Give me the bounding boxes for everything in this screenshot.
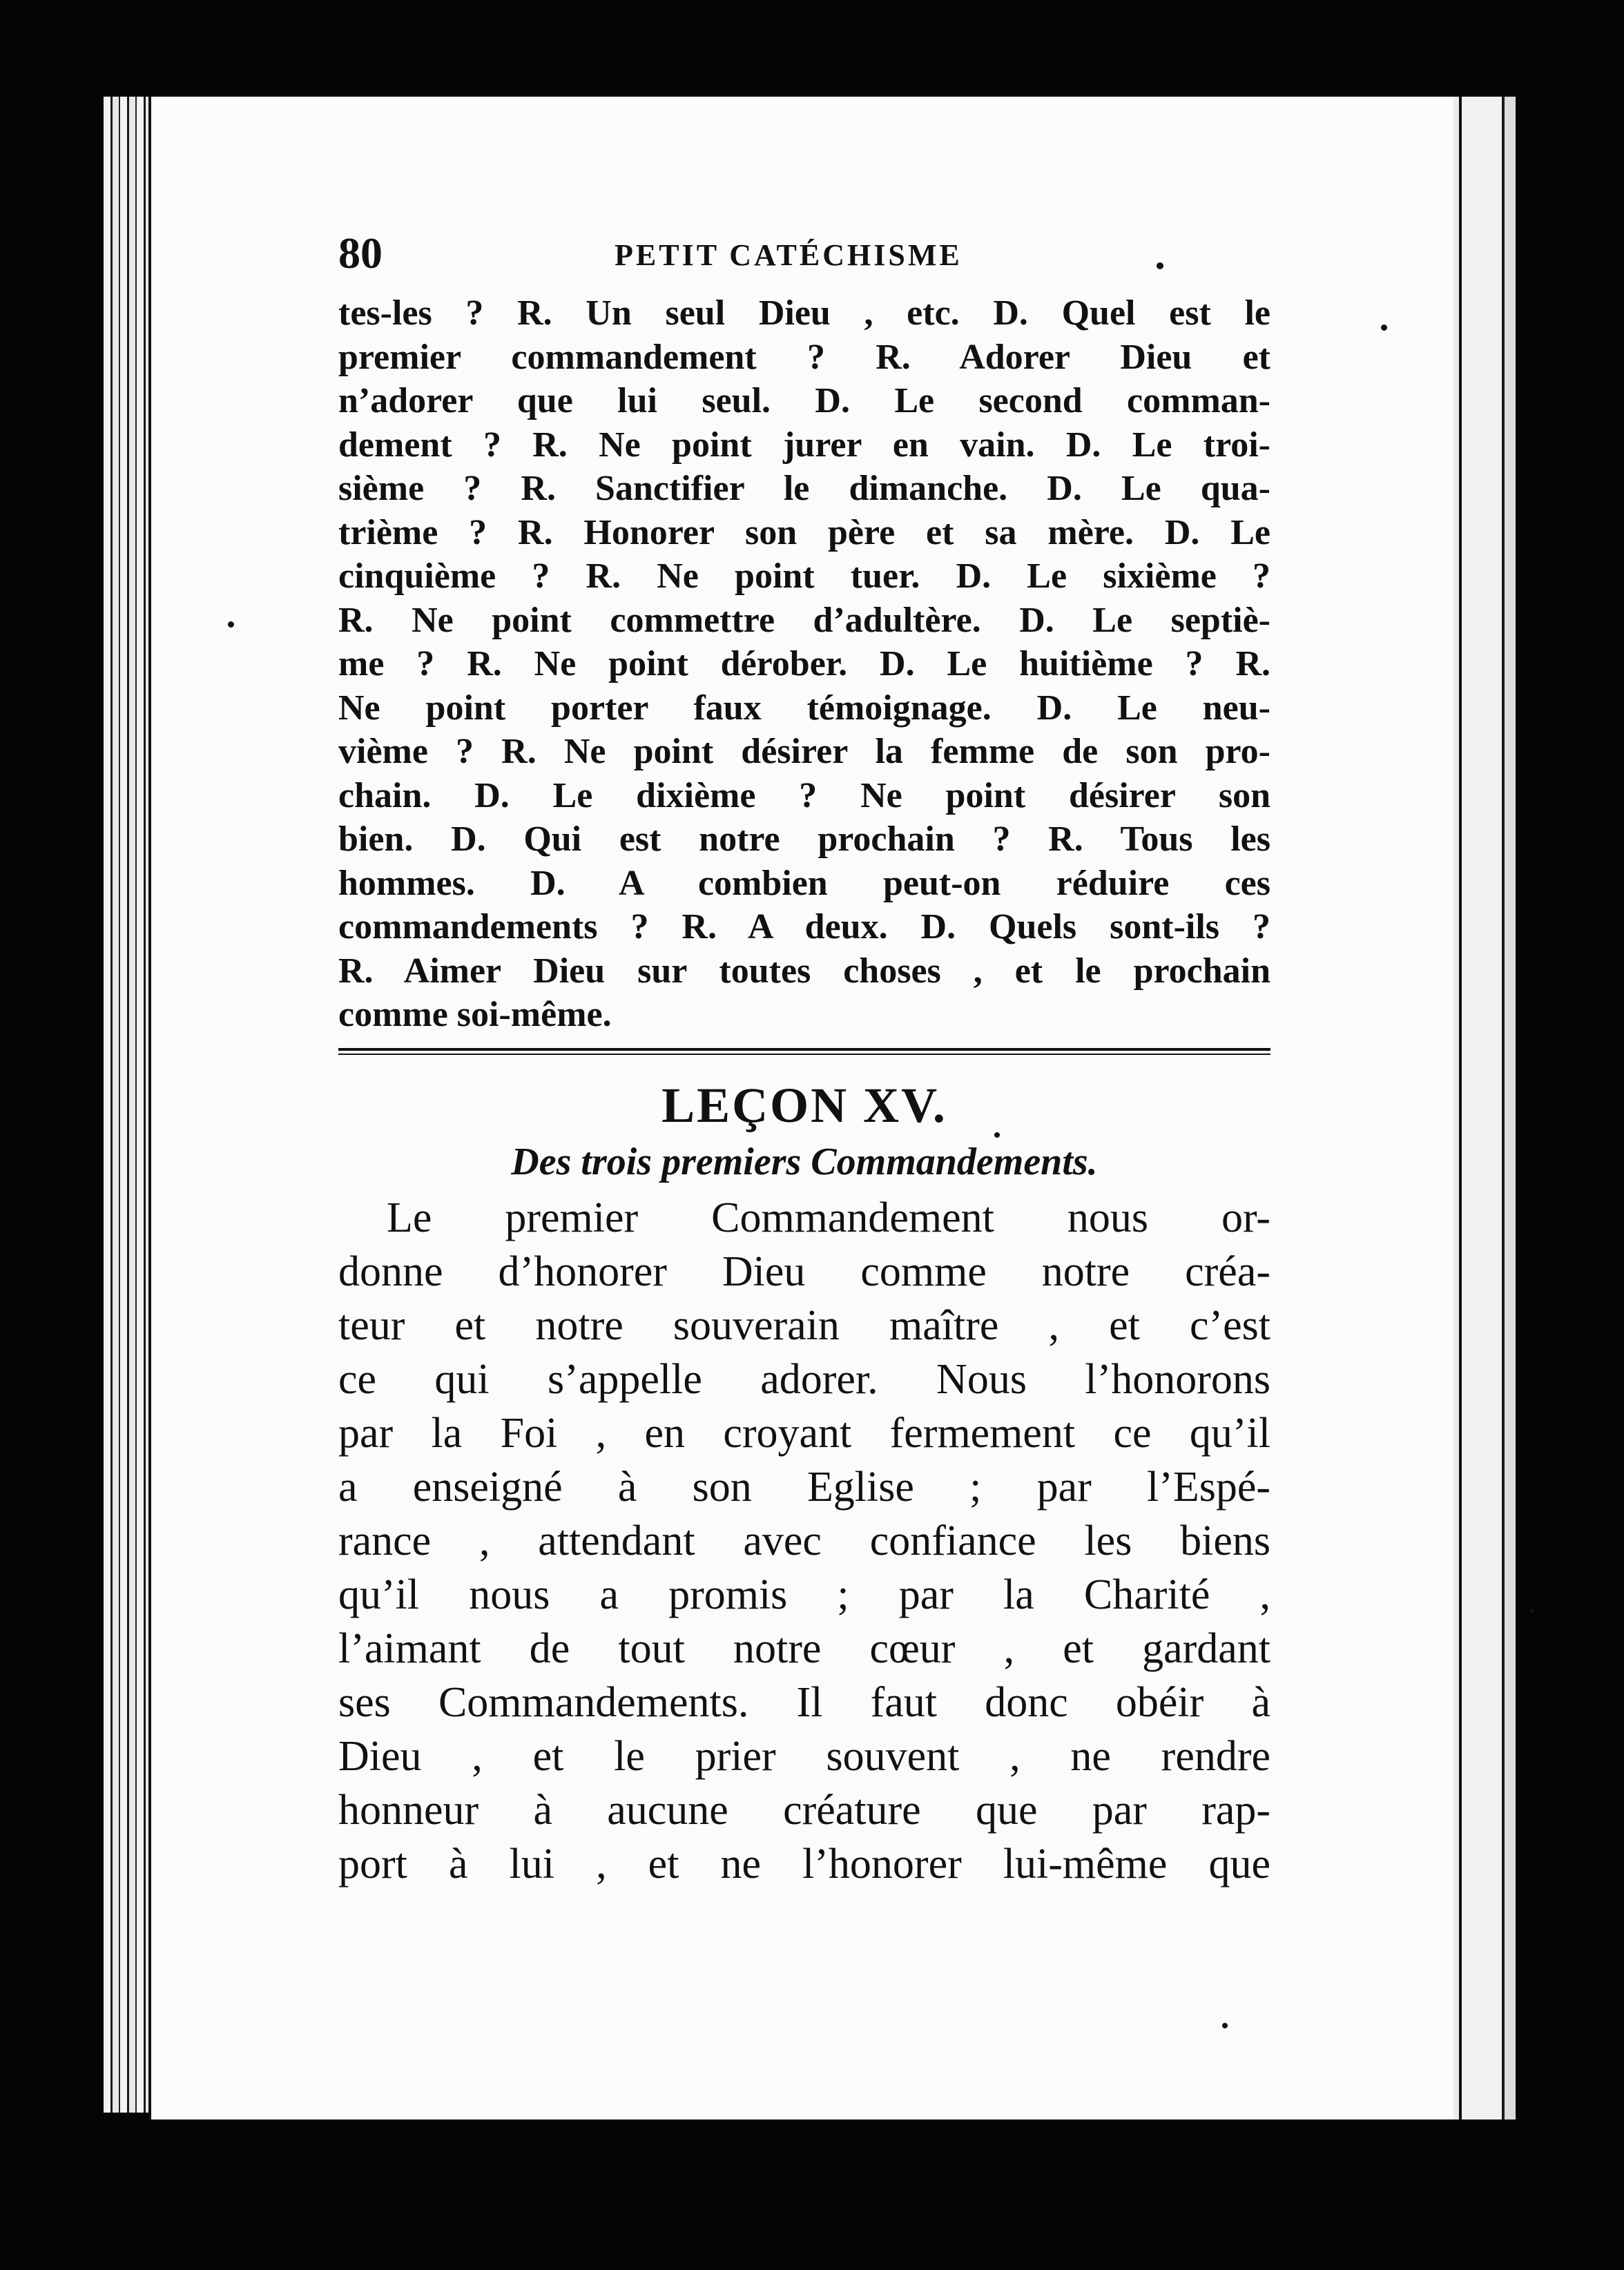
text-line: dement ? R. Ne point jurer en vain. D. Le troi- [338, 425, 1270, 465]
text-line: l’aimant de tout notre cœur , et gardant [338, 1624, 1270, 1672]
text-line: tes-les ? R. Un seul Dieu , etc. D. Quel est le [338, 293, 1270, 333]
text-line: qu’il nous a promis ; par la Charité , [338, 1571, 1270, 1618]
lesson-title: LEÇON XV. [661, 1077, 947, 1133]
text-line: teur et notre souverain maître , et c’est [338, 1301, 1270, 1349]
text-line: premier commandement ? R. Adorer Dieu et [338, 337, 1270, 377]
scan-speck [1529, 1609, 1534, 1613]
text-line: donne d’honorer Dieu comme notre créa- [338, 1248, 1270, 1295]
text-line: par la Foi , en croyant fermement ce qu’il [338, 1409, 1270, 1457]
catechism-qa-paragraph [338, 291, 1270, 1037]
text-line: rance , attendant avec confiance les biens [338, 1517, 1270, 1564]
scan-speck [1381, 324, 1387, 331]
text-line: trième ? R. Honorer son père et sa mère. D. Le [338, 512, 1270, 552]
scan-speck [1157, 262, 1163, 269]
text-line: me ? R. Ne point dérober. D. Le huitième ? R. [338, 644, 1270, 683]
text-line: ses Commandements. Il faut donc obéir à [338, 1678, 1270, 1726]
text-line: sième ? R. Sanctifier le dimanche. D. Le qua- [338, 469, 1270, 508]
scan-speck [1222, 2023, 1228, 2028]
text-line: R. Ne point commettre d’adultère. D. Le septiè- [338, 600, 1270, 640]
text-line: port à lui , et ne l’honorer lui-même que [338, 1840, 1270, 1888]
running-title: PETIT CATÉCHISME [615, 238, 963, 272]
text-line: R. Aimer Dieu sur toutes choses , et le prochain [338, 951, 1270, 991]
text-line: bien. D. Qui est notre prochain ? R. Tous les [338, 819, 1270, 859]
text-line: commandements ? R. A deux. D. Quels sont-ils ? [338, 907, 1270, 947]
lesson-body-paragraph [338, 1191, 1270, 1891]
text-line: a enseigné à son Eglise ; par l’Espé- [338, 1463, 1270, 1511]
book-right-edge [1453, 97, 1516, 2119]
scan-speck [228, 621, 234, 628]
text-line: Dieu , et le prier souvent , ne rendre [338, 1732, 1270, 1780]
scan-speck [994, 1132, 1000, 1138]
section-divider-rule [338, 1048, 1270, 1055]
text-line: vième ? R. Ne point désirer la femme de son pro- [338, 732, 1270, 771]
running-head [338, 228, 1270, 283]
text-line: ce qui s’appelle adorer. Nous l’honorons [338, 1355, 1270, 1403]
text-line: cinquième ? R. Ne point tuer. D. Le sixième ? [338, 556, 1270, 596]
text-line: chain. D. Le dixième ? Ne point désirer son [338, 775, 1270, 815]
text-line: n’adorer que lui seul. D. Le second comman- [338, 381, 1270, 420]
page-number: 80 [338, 229, 383, 278]
text-line: hommes. D. A combien peut-on réduire ces [338, 863, 1270, 903]
text-line: comme soi-même. [338, 995, 612, 1034]
text-line: Le premier Commandement nous or- [387, 1194, 1270, 1241]
text-line: honneur à aucune créature que par rap- [338, 1786, 1270, 1834]
page-text-block [338, 228, 1270, 1891]
text-line: Ne point porter faux témoignage. D. Le neu- [338, 688, 1270, 728]
lesson-subtitle: Des trois premiers Commandements. [511, 1140, 1098, 1183]
